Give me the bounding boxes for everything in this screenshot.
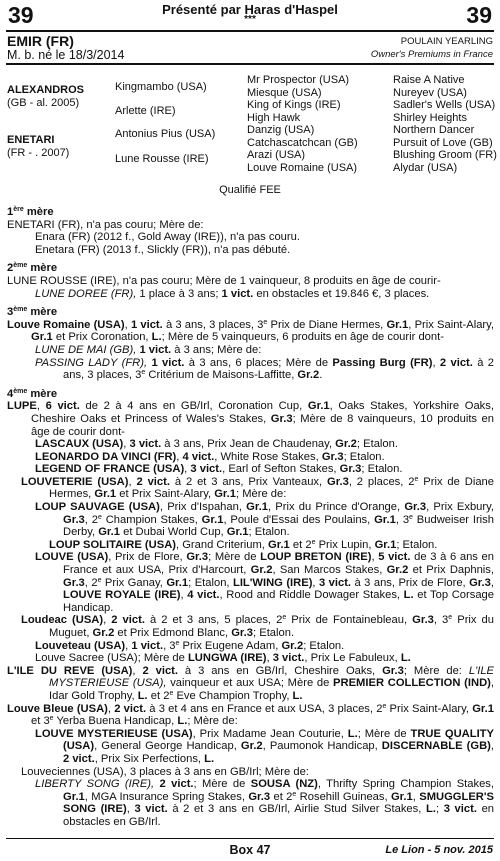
pedigree-gen4-7: Blushing Groom (FR) — [393, 149, 497, 161]
footer-rule — [6, 838, 494, 840]
pedigree-gen3-2: Miesque (USA) — [247, 86, 322, 99]
lot-number-left: 39 — [8, 2, 34, 28]
fourth-dam-grandproduce: LOUVE MYSTERIEUSE (USA), Prix Madame Jean Couturie, L.; Mère de TRUE QUALITY (USA), General George Handicap, Gr.2, Paumonok Handicap, DISCERNABLE (GB), 2 vict., Prix Six Perfections, L. — [35, 727, 494, 765]
lot-number-right: 39 — [466, 2, 492, 28]
fourth-dam-produce: Louveciennes (USA), 3 places à 3 ans en GB/Irl; Mère de: — [21, 765, 309, 778]
second-dam-entry: LUNE ROUSSE (IRE), n'a pas couru; Mère de 1 vainqueur, 8 produits en âge de courir- — [7, 274, 441, 287]
first-dam-produce: Enetara (FR) (2013 f., Slickly (FR)), n'a pas débuté. — [35, 243, 291, 256]
fourth-dam-produce: L'ILE DU REVE (USA), 2 vict. à 3 ans en GB/Irl, Cheshire Oaks, Gr.3; Mère de: L'ILE MYSTERIEUSE (USA), vainqueur et aux USA; Mère de PREMIER COLLECTION (IND), Idar Gold Trophy, L. et 2e Eve Champion Trophy, L. — [7, 664, 495, 702]
presenter-title: Présenté par Haras d'Haspel — [162, 2, 338, 17]
fourth-dam-produce: Louve Sacree (USA); Mère de LUNGWA (IRE), 3 vict., Prix Le Fabuleux, L. — [35, 652, 411, 665]
horse-name: EMIR (FR) — [7, 33, 74, 49]
horse-description: M. b. né le 18/3/2014 — [7, 48, 125, 62]
fourth-dam-grandproduce: LOUP SOLITAIRE (USA), Grand Criterium, Gr.1 et 2e Prix Lupin, Gr.1; Etalon. — [49, 538, 438, 551]
section-2eme-mere: 2ème mère — [7, 262, 58, 275]
pedigree-gen3-3: King of Kings (IRE) — [247, 99, 341, 111]
pedigree-gen2-4: Lune Rousse (IRE) — [115, 153, 209, 165]
third-dam-entry: Louve Romaine (USA), 1 vict. à 3 ans, 3 places, 3e Prix de Diane Hermes, Gr.1, Prix Saint-Alary, Gr.1 et Prix Coronation, L.; Mère de 5 vainqueurs, 6 produits en âge de courir dont- — [7, 318, 495, 344]
dam-info: (FR - . 2007) — [7, 147, 70, 159]
section-3eme-mere: 3ème mère — [7, 306, 58, 319]
fourth-dam-produce: Louveteau (USA), 1 vict., 3e Prix Eugene Adam, Gr.2; Etalon. — [35, 639, 345, 652]
qualification-note: Qualifié FEE — [219, 184, 281, 196]
fourth-dam-entry: LUPE, 6 vict. de 2 à 4 ans en GB/Irl, Coronation Cup, Gr.1, Oaks Stakes, Yorkshire Oaks, Cheshire Oaks et Princess of Wales's Stakes, Gr.3; Mère de 8 vainqueurs, 10 produits en âge de courir dont- — [7, 400, 494, 438]
fourth-dam-produce: Louve Bleue (USA), 2 vict. à 3 et 4 ans en France et aux USA, 3 places, 2e Prix Saint-Alary, Gr.1 et 3e Yerba Buena Handicap, L.; Mère de: — [7, 702, 495, 728]
pedigree-gen4-4: Shirley Heights — [393, 111, 467, 124]
pedigree-gen3-8: Louve Romaine (USA) — [247, 161, 358, 174]
section-1ere-mere: 1ère mère — [7, 206, 54, 218]
pedigree-gen4-2: Nureyev (USA) — [393, 86, 467, 99]
sire-name: ALEXANDROS — [7, 84, 85, 96]
pedigree-gen4-8: Alydar (USA) — [393, 161, 458, 174]
fourth-dam-produce: LEONARDO DA VINCI (FR), 4 vict., White Rose Stakes, Gr.3; Etalon. — [35, 450, 385, 463]
fourth-dam-grandproduce: LIBERTY SONG (IRE), 2 vict.; Mère de SOUSA (NZ), Thrifty Spring Champion Stakes, Gr.1, MGA Insurance Spring Stakes, Gr.3 et 2e Rosehill Guineas, Gr.1, SMUGGLER'S SONG (IRE), 3 vict. à 2 et 3 ans en GB/Irl, Airlie Stud Silver Stakes, L.; 3 vict. en obstacles en GB/Irl. — [35, 778, 495, 828]
fourth-dam-grandproduce: LOUP SAUVAGE (USA), Prix d'Ispahan, Gr.1, Prix du Prince d'Orange, Gr.3, Prix Exbury, Gr.3, 2e Champion Stakes, Gr.1, Poule d'Essai des Poulains, Gr.1, 3e Budweiser Irish Derby, Gr.1 et Dubai World Cup, Gr.1; Etalon. — [35, 501, 495, 539]
section-4eme-mere: 4ème mère — [7, 387, 58, 400]
first-dam-entry: ENETARI (FR), n'a pas couru; Mère de: — [7, 218, 204, 231]
pedigree-gen2-1: Kingmambo (USA) — [115, 81, 207, 93]
footer-sale-date: Le Lion - 5 nov. 2015 — [385, 844, 493, 857]
owners-premiums: Owner's Premiums in France — [370, 49, 493, 60]
fourth-dam-produce: LEGEND OF FRANCE (USA), 3 vict., Earl of Sefton Stakes, Gr.3; Etalon. — [35, 463, 403, 476]
dam-name: ENETARI — [7, 134, 55, 146]
header-top-rule — [6, 30, 494, 32]
presenter-stars: *** — [244, 14, 256, 25]
pedigree-gen4-6: Pursuit of Love (GB) — [393, 136, 493, 149]
second-dam-produce: LUNE DOREE (FR), 1 place à 3 ans; 1 vict. en obstacles et 19.846 €, 3 places. — [35, 287, 430, 300]
pedigree-gen3-4: High Hawk — [247, 111, 301, 124]
pedigree-gen2-3: Antonius Pius (USA) — [115, 128, 216, 140]
horse-category: POULAIN YEARLING — [400, 36, 493, 47]
pedigree-gen3-5: Danzig (USA) — [247, 124, 315, 136]
pedigree-gen4-1: Raise A Native — [393, 74, 465, 86]
footer-box-number: Box 47 — [229, 843, 271, 858]
pedigree-gen3-7: Arazi (USA) — [247, 149, 306, 161]
sire-info: (GB - al. 2005) — [7, 97, 80, 109]
fourth-dam-produce: Loudeac (USA), 2 vict. à 2 et 3 ans, 5 places, 2e Prix de Fontainebleau, Gr.3, 3e Prix du Muguet, Gr.2 et Prix Edmond Blanc, Gr.3; Etalon. — [21, 614, 494, 639]
pedigree-gen4-5: Northern Dancer — [393, 124, 475, 136]
fourth-dam-produce: LOUVETERIE (USA), 2 vict. à 2 et 3 ans, Prix Vanteaux, Gr.3, 2 places, 2e Prix de Diane Hermes, Gr.1 et Prix Saint-Alary, Gr.1; Mère de: — [21, 475, 494, 501]
pedigree-gen2-2: Arlette (IRE) — [115, 105, 176, 117]
pedigree-gen3-6: Catchascatchcan (GB) — [247, 136, 358, 149]
fourth-dam-produce: LASCAUX (USA), 3 vict. à 3 ans, Prix Jean de Chaudenay, Gr.2; Etalon. — [35, 438, 398, 451]
maternal-family-text — [7, 206, 494, 829]
pedigree-gen3-1: Mr Prospector (USA) — [247, 74, 350, 86]
third-dam-produce: LUNE DE MAI (GB), 1 vict. à 3 ans; Mère de: — [35, 343, 262, 356]
pedigree-gen4-3: Sadler's Wells (USA) — [393, 99, 496, 111]
first-dam-produce: Enara (FR) (2012 f., Gold Away (IRE)), n'a pas couru. — [35, 231, 300, 244]
header-bottom-rule — [6, 63, 494, 65]
fourth-dam-grandproduce: LOUVE (USA), Prix de Flore, Gr.3; Mère de LOUP BRETON (IRE), 5 vict. de 3 à 6 ans en France et aux USA, Prix d'Harcourt, Gr.2, San Marcos Stakes, Gr.2 et Prix Daphnis, Gr.3, 2e Prix Ganay, Gr.1; Etalon, LIL'WING (IRE), 3 vict. à 3 ans, Prix de Flore, Gr.3, LOUVE ROYALE (IRE), 4 vict., Rood and Riddle Dowager Stakes, L. et Top Corsage Handicap. — [35, 551, 494, 614]
third-dam-grandproduce: PASSING LADY (FR), 1 vict. à 3 ans, 6 places; Mère de Passing Burg (FR), 2 vict. à 2 ans, 3 places, 3e Critérium de Maisons-Laffitte, Gr.2. — [35, 356, 495, 382]
